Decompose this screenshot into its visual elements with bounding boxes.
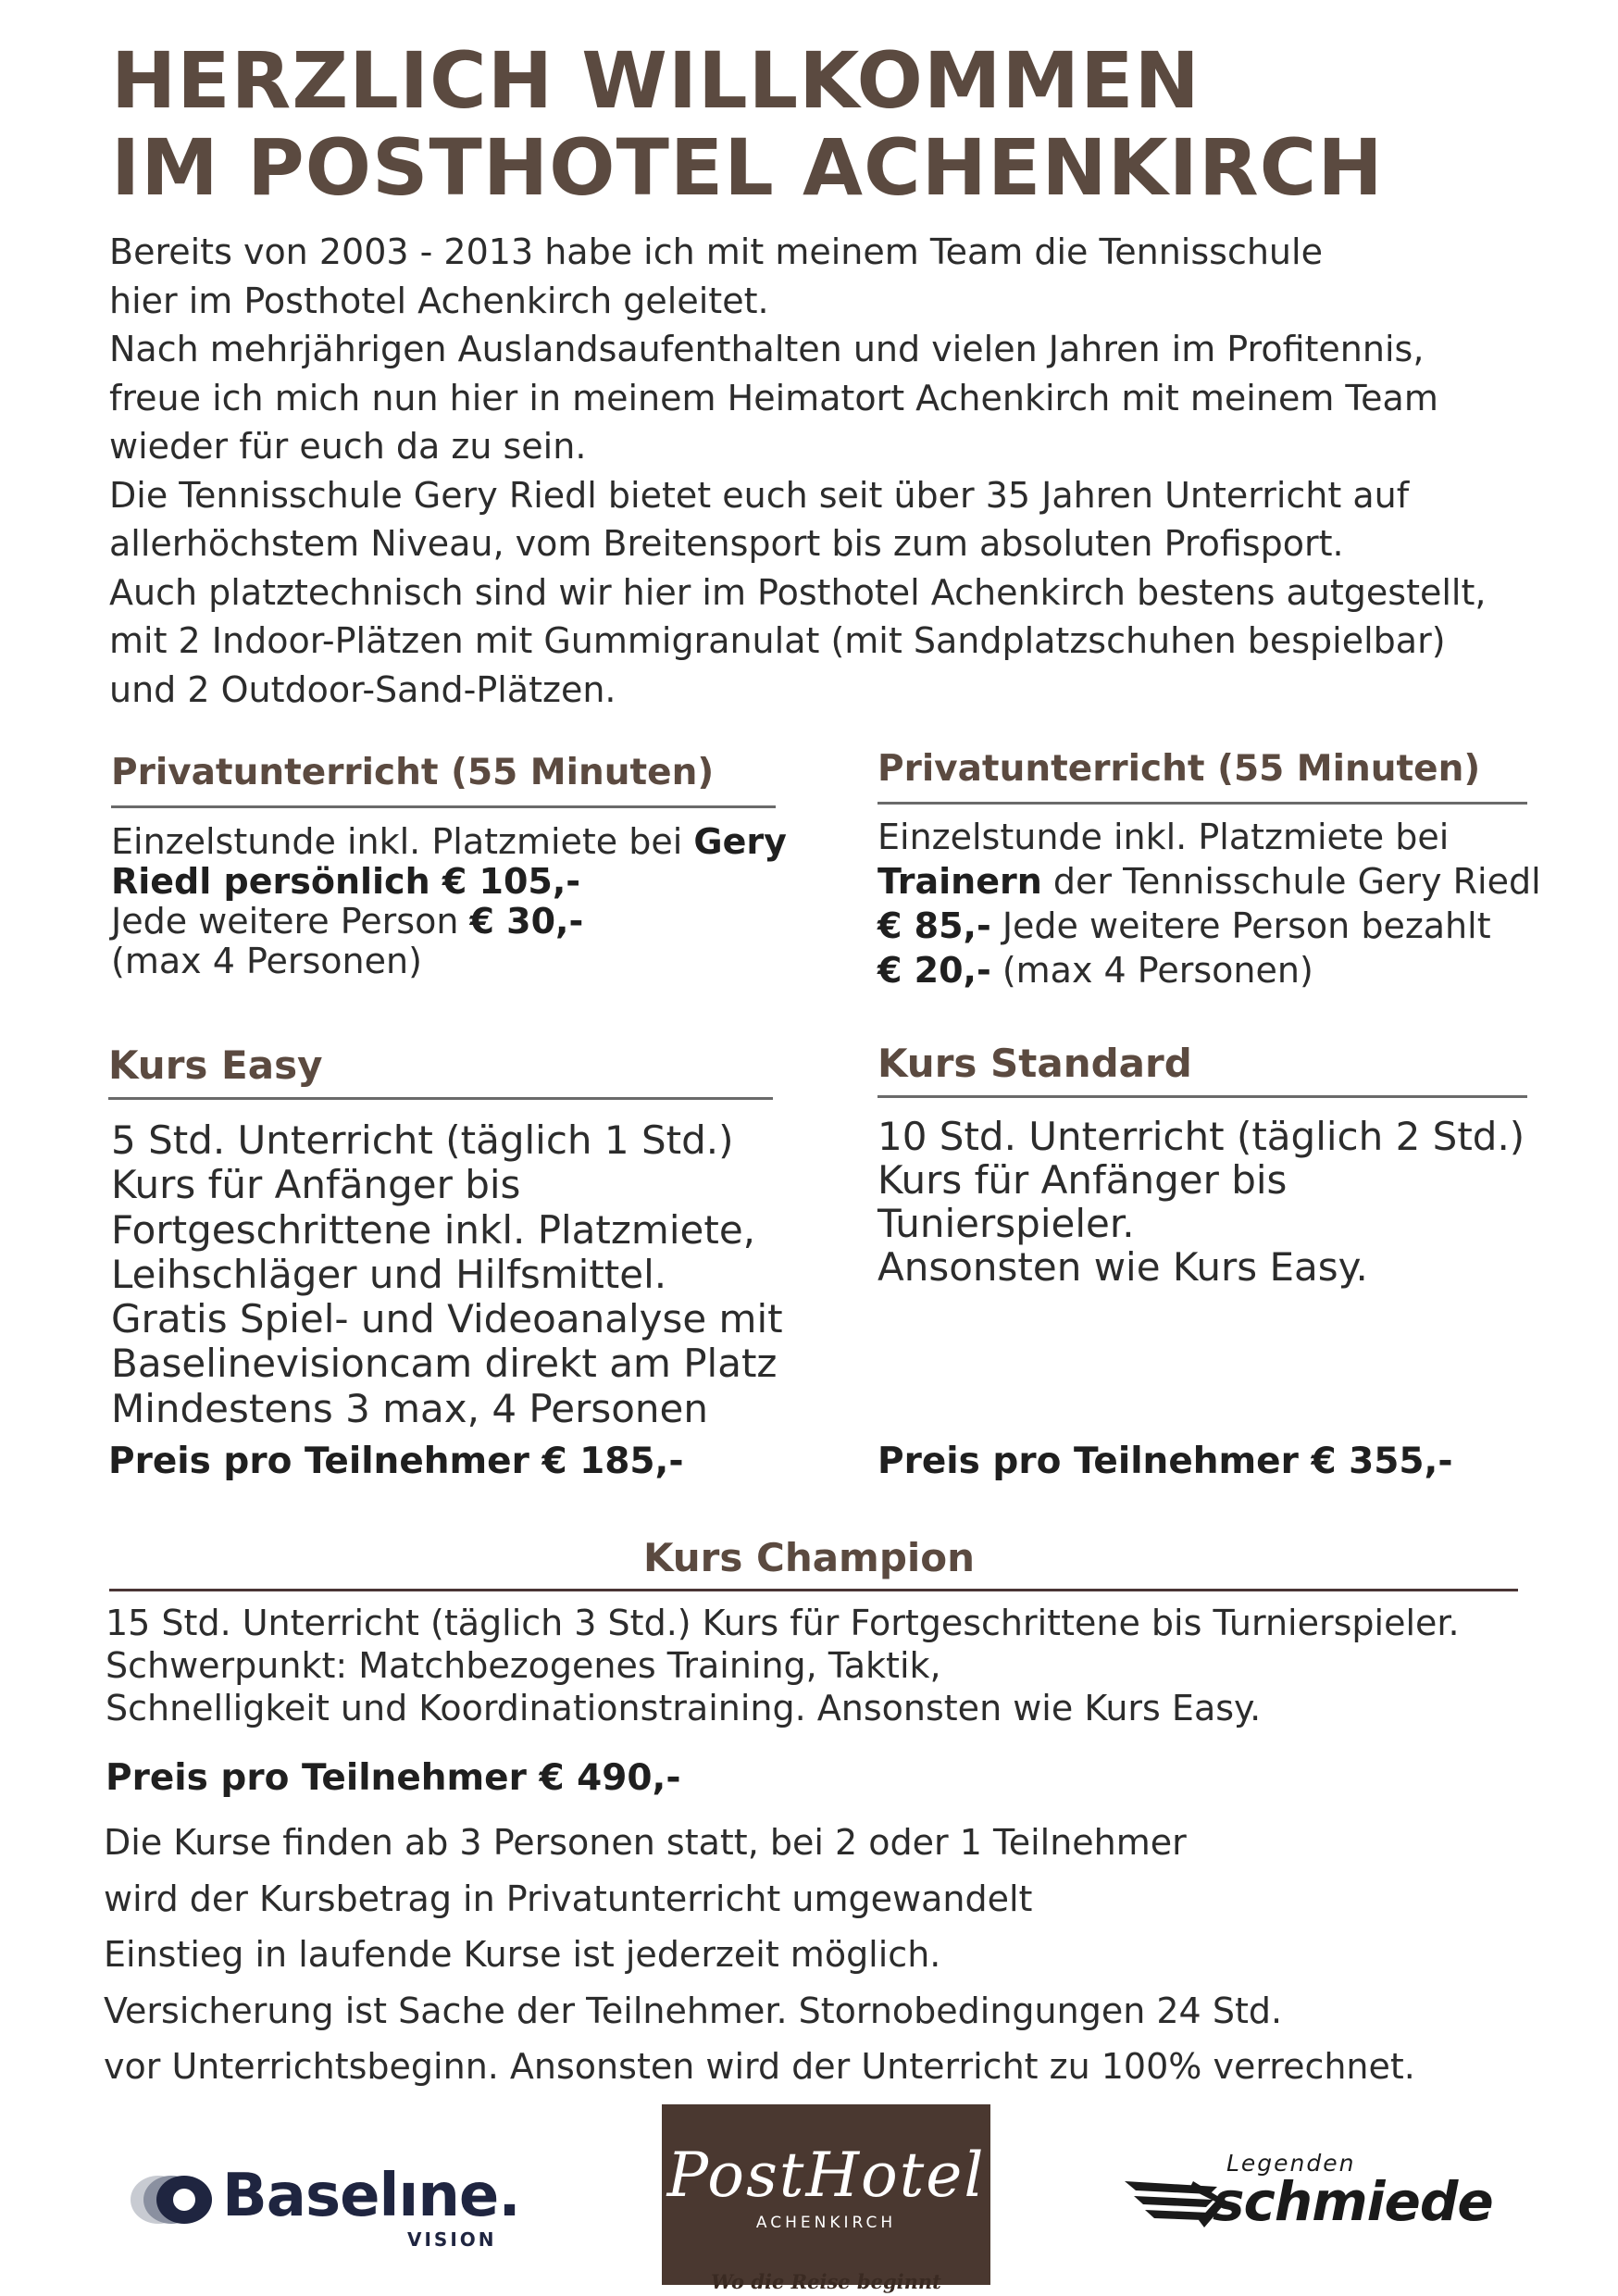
kurs-easy-rule xyxy=(108,1097,773,1100)
legenden-label: Legenden xyxy=(1226,2150,1356,2177)
posthotel-logo xyxy=(662,2104,990,2285)
intro-line: freue ich mich nun hier in meinem Heimatort Achenkirch mit meinem Team xyxy=(109,377,1438,418)
posthotel-wordmark: PostHotel xyxy=(666,2140,986,2211)
private-left-line: Riedl persönlich € 105,- xyxy=(111,861,581,902)
title-line-2: IM POSTHOTEL ACHENKIRCH xyxy=(111,122,1384,213)
note-line: Versicherung ist Sache der Teilnehmer. Stornobedingungen 24 Std. xyxy=(104,1990,1283,2031)
kurs-standard-price: Preis pro Teilnehmer € 355,- xyxy=(877,1441,1453,1482)
kurs-champion-line: Schnelligkeit und Koordinationstraining. Ansonsten wie Kurs Easy. xyxy=(106,1688,1262,1728)
kurs-standard-title: Kurs Standard xyxy=(877,1041,1192,1086)
private-left-text xyxy=(111,822,787,981)
intro-line: Auch platztechnisch sind wir hier im Posthotel Achenkirch bestens autgestellt, xyxy=(109,571,1487,613)
private-left-rule xyxy=(111,805,776,808)
course-notes xyxy=(104,1815,1415,2095)
intro-line: allerhöchstem Niveau, vom Breitensport bis zum absoluten Profisport. xyxy=(109,523,1344,564)
intro-line: mit 2 Indoor-Plätzen mit Gummigranulat (mit Sandplatzschuhen bespielbar) xyxy=(109,620,1446,661)
baseline-vision-logo xyxy=(125,2162,520,2254)
private-right-line: Einzelstunde inkl. Platzmiete bei xyxy=(877,817,1450,857)
wing-icon xyxy=(1125,2174,1226,2229)
legendenschmiede-logo xyxy=(1125,2150,1513,2242)
private-right-text xyxy=(877,815,1541,992)
kurs-easy-line: Fortgeschrittene inkl. Platzmiete, xyxy=(111,1206,756,1253)
kurs-easy-line: Leihschläger und Hilfsmittel. xyxy=(111,1251,667,1297)
private-right-rule xyxy=(877,802,1527,805)
intro-line: Bereits von 2003 - 2013 habe ich mit meinem Team die Tennisschule xyxy=(109,231,1323,272)
kurs-easy-line: Gratis Spiel- und Videoanalyse mit xyxy=(111,1296,783,1342)
intro-line: hier im Posthotel Achenkirch geleitet. xyxy=(109,280,769,321)
kurs-standard-line: Tunierspieler. xyxy=(877,1201,1135,1246)
note-line: Die Kurse finden ab 3 Personen statt, bei 2 oder 1 Teilnehmer xyxy=(104,1822,1187,1863)
private-right-line: € 85,- Jede weitere Person bezahlt xyxy=(877,905,1491,946)
private-left-line: Jede weitere Person € 30,- xyxy=(111,901,584,942)
intro-line: und 2 Outdoor-Sand-Plätzen. xyxy=(109,668,616,710)
kurs-champion-text xyxy=(106,1602,1460,1729)
page-title xyxy=(111,37,1384,211)
note-line: vor Unterrichtsbeginn. Ansonsten wird der Unterricht zu 100% verrechnet. xyxy=(104,2046,1415,2087)
private-right-line: € 20,- (max 4 Personen) xyxy=(877,950,1313,991)
kurs-easy-line: Mindestens 3 max, 4 Personen xyxy=(111,1385,709,1431)
kurs-champion-title: Kurs Champion xyxy=(642,1535,976,1580)
kurs-standard-line: Ansonsten wie Kurs Easy. xyxy=(877,1244,1368,1290)
baseline-eye-icon xyxy=(125,2167,218,2232)
kurs-easy-line: 5 Std. Unterricht (täglich 1 Std.) xyxy=(111,1117,734,1163)
kurs-champion-line: 15 Std. Unterricht (täglich 3 Std.) Kurs für Fortgeschrittene bis Turnierspieler. xyxy=(106,1603,1460,1643)
note-line: Einstieg in laufende Kurse ist jederzeit möglich. xyxy=(104,1934,941,1975)
kurs-champion-rule xyxy=(109,1589,1518,1591)
kurs-easy-price: Preis pro Teilnehmer € 185,- xyxy=(108,1441,684,1482)
kurs-easy-title: Kurs Easy xyxy=(108,1042,323,1088)
kurs-easy-line: Baselinevisioncam direkt am Platz xyxy=(111,1341,778,1387)
posthotel-subtitle: ACHENKIRCH xyxy=(755,2214,897,2232)
kurs-easy-line: Kurs für Anfänger bis xyxy=(111,1162,521,1208)
schmiede-wordmark: schmiede xyxy=(1213,2170,1493,2233)
kurs-easy-text xyxy=(111,1118,783,1431)
note-line: wird der Kursbetrag in Privatunterricht umgewandelt xyxy=(104,1878,1033,1919)
title-line-1: HERZLICH WILLKOMMEN xyxy=(111,35,1201,126)
private-left-line: Einzelstunde inkl. Platzmiete bei Gery xyxy=(111,821,787,862)
kurs-champion-price: Preis pro Teilnehmer € 490,- xyxy=(106,1757,681,1799)
baseline-wordmark: Baselıne. xyxy=(222,2162,520,2230)
intro-line: wieder für euch da zu sein. xyxy=(109,426,587,467)
private-left-title: Privatunterricht (55 Minuten) xyxy=(111,752,715,793)
private-right-line: Trainern der Tennisschule Gery Riedl xyxy=(877,861,1541,902)
kurs-standard-rule xyxy=(877,1095,1527,1098)
private-right-title: Privatunterricht (55 Minuten) xyxy=(877,748,1481,790)
intro-line: Die Tennisschule Gery Riedl bietet euch seit über 35 Jahren Unterricht auf xyxy=(109,474,1410,516)
private-left-line: (max 4 Personen) xyxy=(111,941,422,981)
kurs-standard-text xyxy=(877,1115,1525,1289)
intro-line: Nach mehrjährigen Auslandsaufenthalten und vielen Jahren im Profitennis, xyxy=(109,329,1425,369)
posthotel-tagline: Wo die Reise beginnt xyxy=(711,2270,941,2293)
baseline-subtitle: VISION xyxy=(407,2228,497,2251)
kurs-champion-line: Schwerpunkt: Matchbezogenes Training, Taktik, xyxy=(106,1645,941,1686)
intro-text xyxy=(109,228,1553,714)
kurs-standard-line: Kurs für Anfänger bis xyxy=(877,1157,1288,1203)
kurs-standard-line: 10 Std. Unterricht (täglich 2 Std.) xyxy=(877,1114,1525,1159)
